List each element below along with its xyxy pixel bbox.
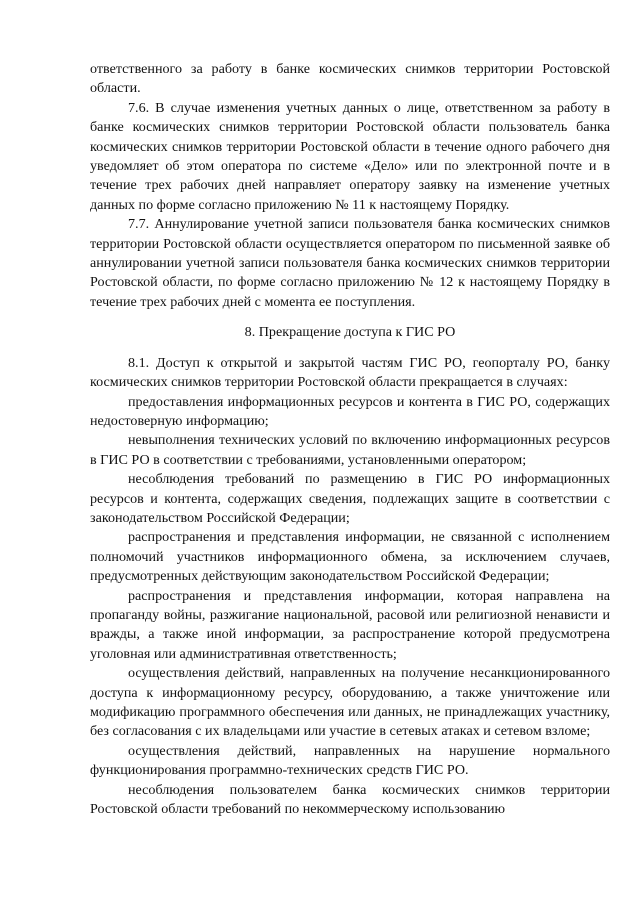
bottom-paragraphs bbox=[90, 354, 610, 820]
paragraph-p-case-4: распространения и представления информации, не связанной с исполнением полномочий участников информационного обмена, за исключением случаев, предусмотренных действующим законодательством Российской Федерации; bbox=[90, 529, 610, 585]
paragraph-p-case-5: распространения и представления информации, которая направлена на пропаганду войны, разжигание национальной, расовой или религиозной ненависти и вражды, а также иной информации, за распространение которой предусмотрена уголовная или административная ответственность; bbox=[90, 587, 610, 662]
paragraph-p-7-7: 7.7. Аннулирование учетной записи пользователя банка космических снимков территории Ростовской области осуществляется оператором по письменной заявке об аннулировании учетной записи пользователя банка космических снимков территории Ростовской области, по форме согласно приложению № 12 к настоящему Порядку в течение трех рабочих дней с момента ее поступления. bbox=[90, 216, 610, 310]
paragraph-p-7-6: 7.6. В случае изменения учетных данных о лице, ответственном за работу в банке космических снимков территории Ростовской области пользователь банка космических снимков территории Ростовской области в течение одного рабочего дня уведомляет об этом оператора по системе «Дело» или по электронной почте и в течение трех рабочих дней направляет оператору заявку на изменение учетных данных по форме согласно приложению № 11 к настоящему Порядку. bbox=[90, 99, 610, 213]
paragraph-p-case-2: невыполнения технических условий по включению информационных ресурсов в ГИС РО в соответствии с требованиями, установленными оператором; bbox=[90, 432, 610, 468]
section-heading: 8. Прекращение доступа к ГИС РО bbox=[244, 324, 456, 341]
top-paragraphs bbox=[90, 60, 610, 312]
paragraph-p-case-1: предоставления информационных ресурсов и контента в ГИС РО, содержащих недостоверную информацию; bbox=[90, 393, 610, 429]
paragraph-p-case-7: осуществления действий, направленных на нарушение нормального функционирования программно-технических средств ГИС РО. bbox=[90, 742, 610, 779]
paragraph-p-case-6: осуществления действий, направленных на получение несанкционированного доступа к информационному ресурсу, оборудованию, а также уничтожение или модификацию программного обеспечения или данных, не принадлежащих участнику, без согласования с их владельцами или участие в сетевых атаках и сетевом взломе; bbox=[90, 665, 610, 740]
paragraph-p-case-8: несоблюдения пользователем банка космических снимков территории Ростовской области требований по некоммерческому использованию bbox=[90, 781, 610, 818]
paragraph-p-8-1: 8.1. Доступ к открытой и закрытой частям ГИС РО, геопорталу РО, банку космических снимков территории Ростовской области прекращается в случаях: bbox=[90, 354, 610, 391]
paragraph-p-continuation: ответственного за работу в банке космических снимков территории Ростовской области. bbox=[90, 61, 610, 97]
paragraph-p-case-3: несоблюдения требований по размещению в ГИС РО информационных ресурсов и контента, содержащих сведения, подлежащих защите в соответствии с законодательством Российской Федерации; bbox=[90, 471, 610, 526]
document-page bbox=[90, 60, 610, 819]
